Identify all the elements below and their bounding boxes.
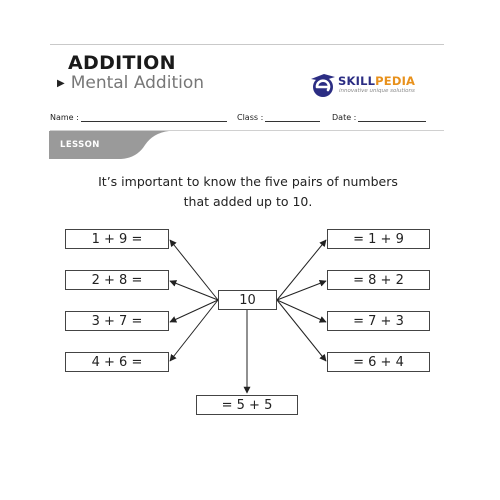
- subtitle-text: Mental Addition: [70, 73, 205, 93]
- worksheet-title: ADDITION: [68, 52, 176, 74]
- left-box-2: 2 + 8 =: [65, 270, 169, 290]
- right-box-2: = 8 + 2: [327, 270, 430, 290]
- center-box: 10: [218, 290, 277, 310]
- logo-tagline: innovative unique solutions: [339, 88, 415, 94]
- right-box-1: = 1 + 9: [327, 229, 430, 249]
- name-label: Name :: [50, 113, 79, 122]
- left-box-1: 1 + 9 =: [65, 229, 169, 249]
- arrow-to-right-3: [277, 300, 326, 322]
- date-label: Date :: [332, 113, 357, 122]
- right-box-4: = 6 + 4: [327, 352, 430, 372]
- intro-line-2: that added up to 10.: [183, 194, 313, 209]
- right-box-3: = 7 + 3: [327, 311, 430, 331]
- triangle-bullet-icon: ▶: [57, 77, 65, 89]
- arrow-to-right-4: [277, 300, 326, 361]
- arrow-to-left-4: [170, 300, 218, 361]
- logo-name-part1: SKILL: [338, 74, 376, 88]
- arrow-to-left-3: [170, 300, 218, 322]
- left-box-3: 3 + 7 =: [65, 311, 169, 331]
- bottom-box: = 5 + 5: [196, 395, 298, 415]
- left-box-4: 4 + 6 =: [65, 352, 169, 372]
- logo-name-part2: PEDIA: [375, 74, 416, 88]
- intro-line-1: It’s important to know the five pairs of numbers: [98, 174, 398, 189]
- lesson-label: LESSON: [60, 140, 100, 150]
- class-label: Class :: [237, 113, 264, 122]
